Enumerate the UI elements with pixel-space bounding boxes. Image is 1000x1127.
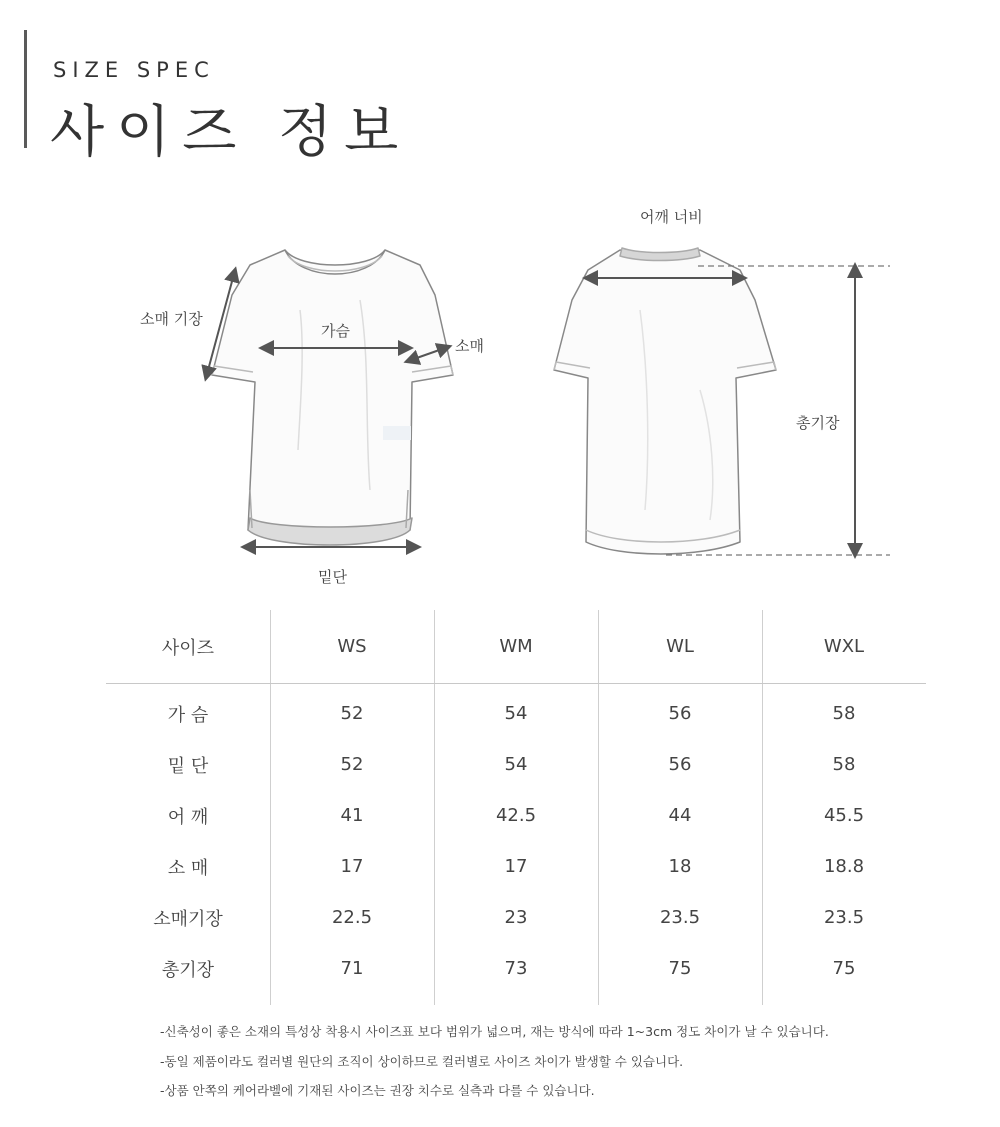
table-row-shoulder — [106, 790, 926, 841]
size-table — [106, 610, 926, 994]
shoulder-width-label: 어깨 너비 — [640, 208, 703, 226]
table-row-hem — [106, 739, 926, 790]
sleeve-length-label: 소매 기장 — [140, 310, 203, 328]
header-cell-wm: WM — [499, 636, 533, 657]
table-header-row — [106, 610, 926, 684]
section-eyebrow: SIZE SPEC — [53, 58, 215, 82]
table-cell: 56 — [668, 754, 692, 775]
row-label: 소 매 — [167, 857, 209, 879]
table-cell: 18 — [668, 856, 692, 877]
row-label: 밑 단 — [167, 755, 209, 777]
table-cell: 17 — [340, 856, 364, 877]
header-accent-bar — [24, 30, 27, 148]
table-cell: 17 — [504, 856, 528, 877]
back-tshirt-illustration — [554, 248, 776, 554]
total-length-label: 총기장 — [796, 414, 840, 432]
table-row-total-length — [106, 943, 926, 994]
table-cell: 23.5 — [823, 907, 865, 928]
sleeve-label: 소매 — [455, 337, 484, 355]
table-row-chest — [106, 688, 926, 739]
table-cell: 54 — [504, 703, 528, 724]
table-cell: 42.5 — [495, 805, 537, 826]
header-cell-ws: WS — [337, 636, 367, 657]
header-cell-size: 사이즈 — [161, 637, 215, 659]
table-cell: 23.5 — [659, 907, 701, 928]
table-cell: 52 — [340, 754, 364, 775]
table-row-sleeve — [106, 841, 926, 892]
table-cell: 18.8 — [823, 856, 865, 877]
note-care-label: -상품 안쪽의 케어라벨에 기재된 사이즈는 권장 치수로 실측과 다를 수 있습니다. — [160, 1083, 595, 1098]
row-label: 어 깨 — [167, 806, 209, 828]
table-row-sleeve-length — [106, 892, 926, 943]
table-cell: 73 — [504, 958, 528, 979]
header-cell-wl: WL — [666, 636, 694, 657]
note-stretch: -신축성이 좋은 소재의 특성상 착용시 사이즈표 보다 범위가 넓으며, 재는 방식에 따라 1~3cm 정도 차이가 날 수 있습니다. — [160, 1024, 829, 1039]
table-cell: 45.5 — [823, 805, 865, 826]
table-cell: 58 — [832, 754, 856, 775]
tshirt-diagram — [0, 190, 1000, 600]
chest-label: 가슴 — [321, 322, 350, 340]
hem-label: 밑단 — [318, 568, 347, 586]
table-cell: 75 — [832, 958, 856, 979]
row-label: 가 슴 — [167, 704, 209, 726]
row-label: 총기장 — [161, 959, 215, 981]
note-color-variance: -동일 제품이라도 컬러별 원단의 조직이 상이하므로 컬러별로 사이즈 차이가 발생할 수 있습니다. — [160, 1053, 684, 1069]
measurement-illustration — [0, 190, 1000, 600]
table-cell: 54 — [504, 754, 528, 775]
table-cell: 52 — [340, 703, 364, 724]
front-tshirt-illustration — [212, 250, 453, 545]
table-cell: 22.5 — [331, 907, 373, 928]
table-cell: 23 — [504, 907, 528, 928]
row-label: 소매기장 — [153, 908, 223, 930]
table-cell: 58 — [832, 703, 856, 724]
table-cell: 44 — [668, 805, 692, 826]
table-cell: 71 — [340, 958, 364, 979]
page-title: 사이즈 정보 — [50, 100, 411, 165]
table-cell: 75 — [668, 958, 692, 979]
table-cell: 56 — [668, 703, 692, 724]
table-cell: 41 — [340, 805, 364, 826]
header-cell-wxl: WXL — [823, 636, 865, 657]
size-notes — [160, 1022, 829, 1111]
